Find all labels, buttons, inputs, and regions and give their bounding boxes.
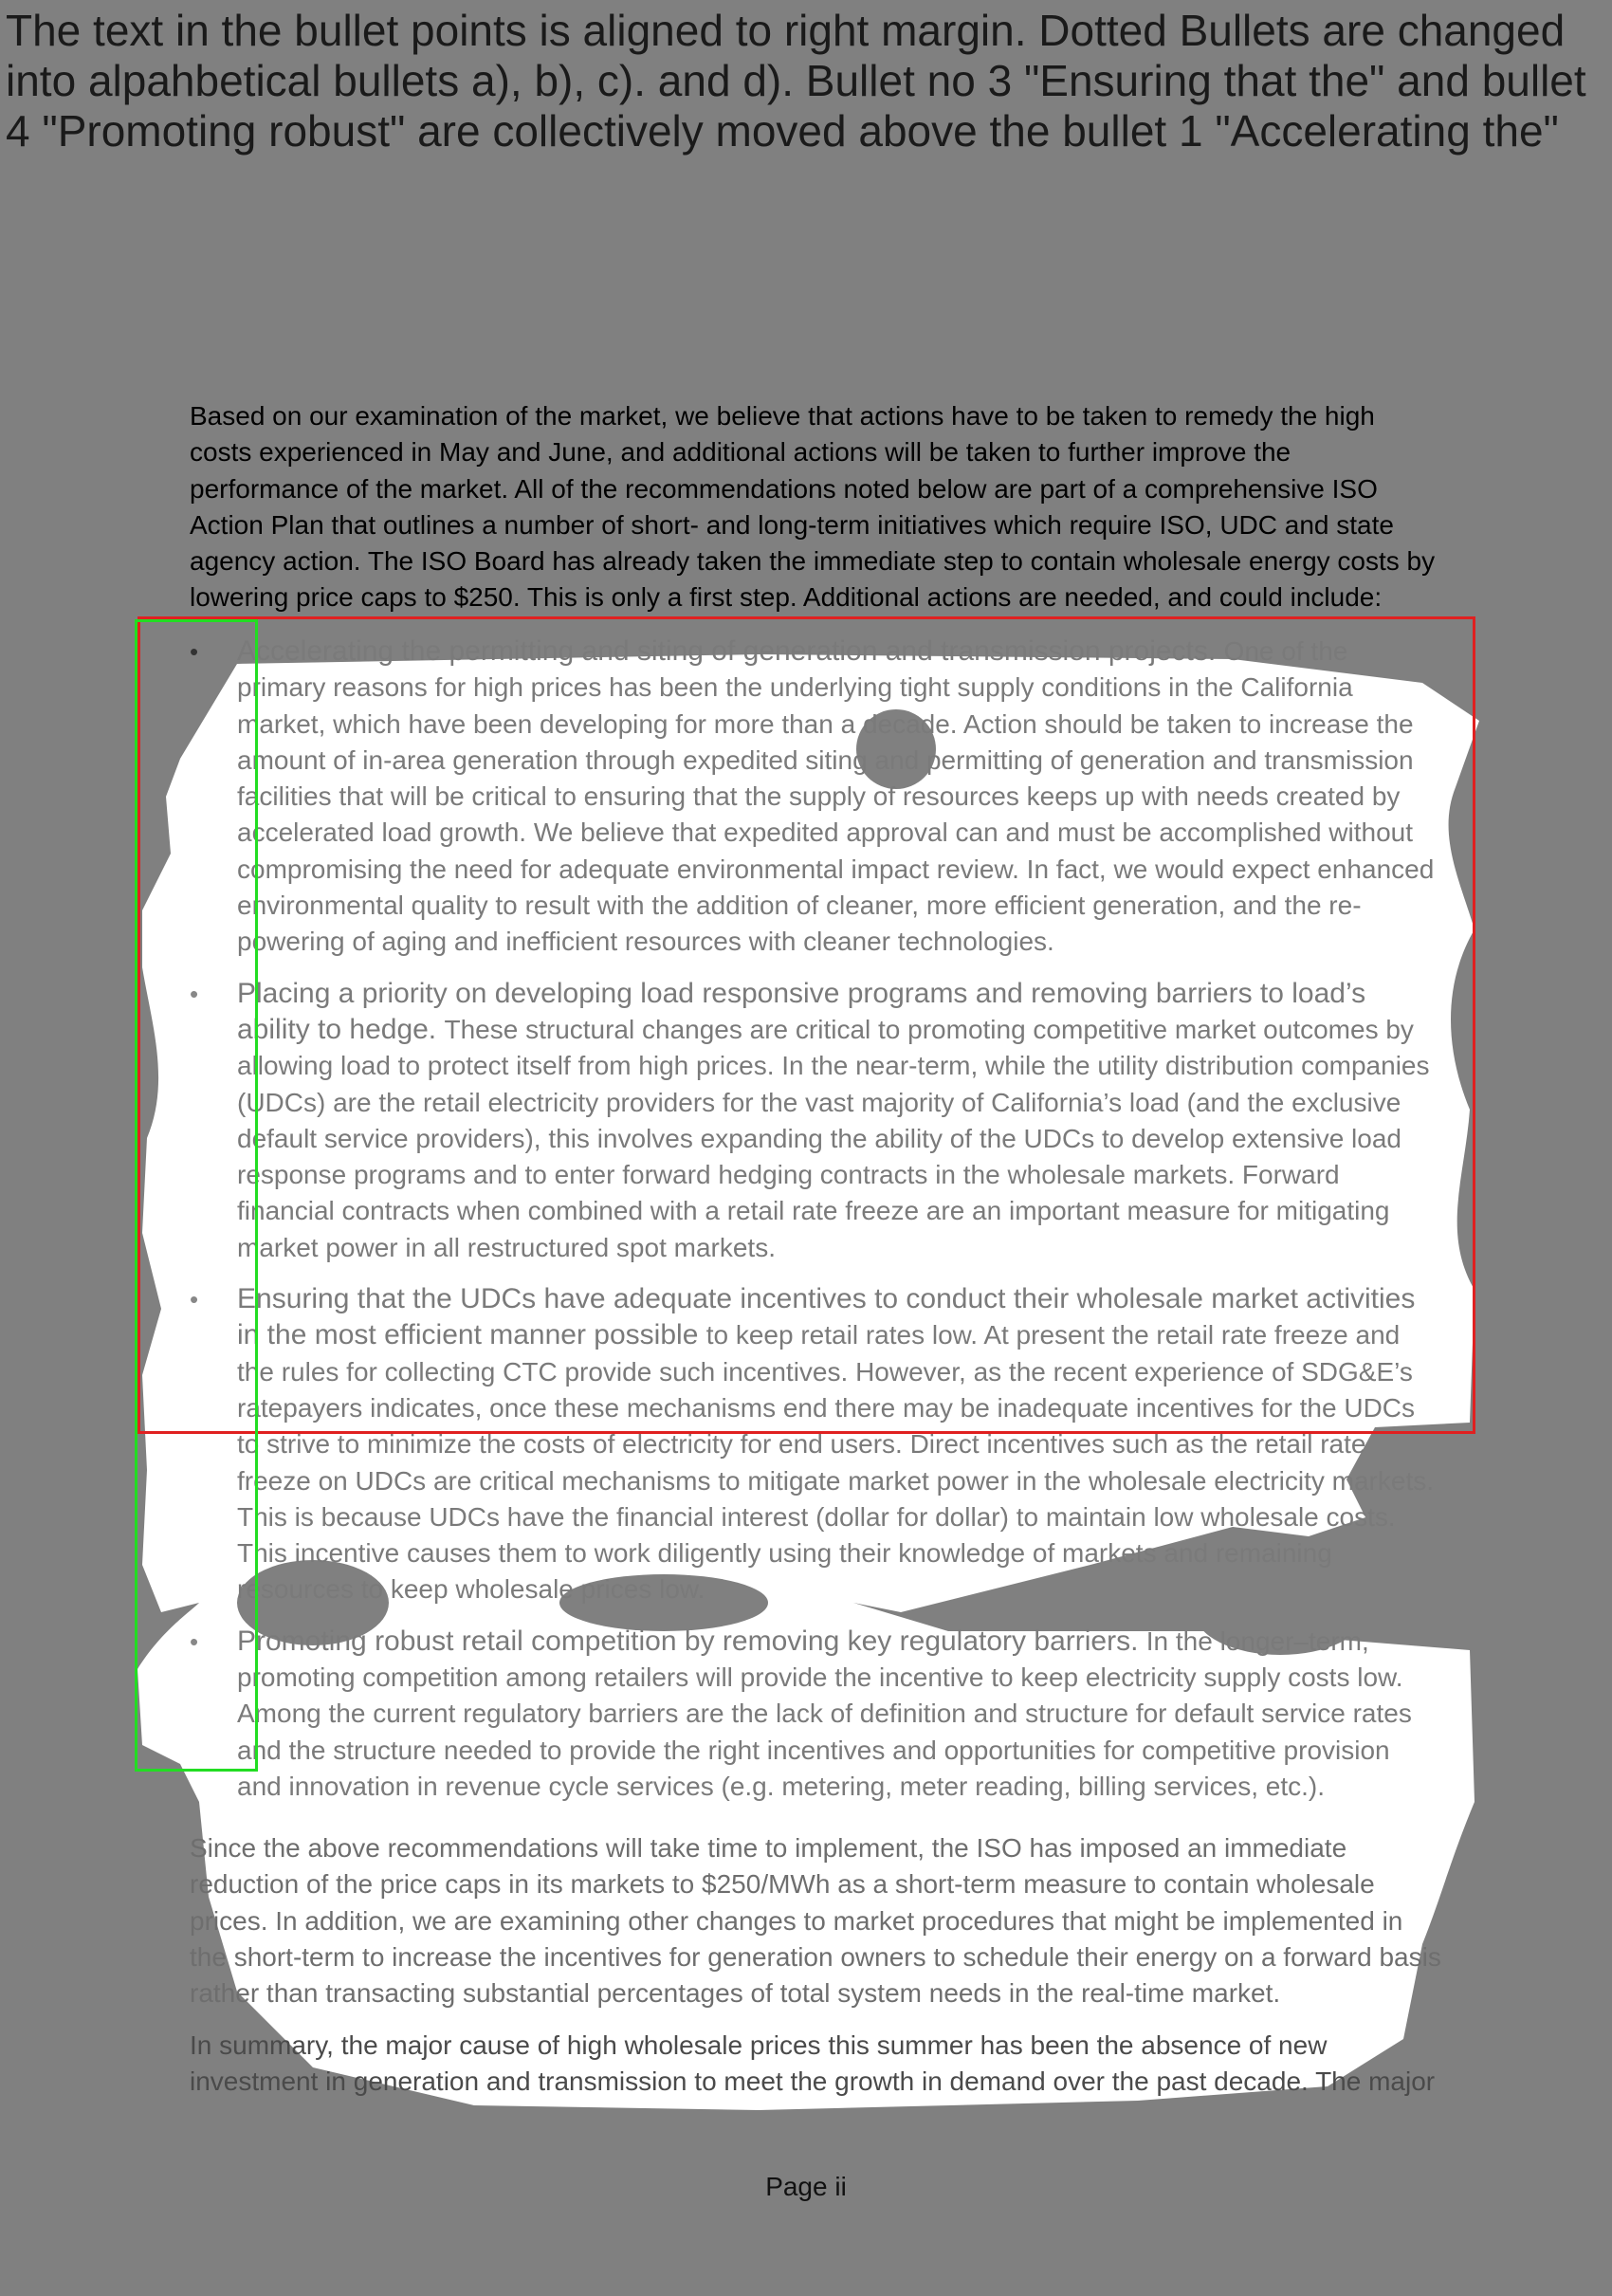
bullet-body: One of the primary reasons for high prices has been the underlying tight supply conditions in the California market, which have been developing for more than a decade. Action should be taken to increase the amount of in-area generation through expedited siting and permitting of generation and transmission facilities that will be critical to ensuring that the supply of resources keeps up with needs created by accelerated load growth. We believe that expedited approval can and must be accomplished without compromising the need for adequate environmental impact review. In fact, we would expect enhanced environmental quality to result with the addition of cleaner, more efficient generation, and the re-powering of aging and inefficient resources with cleaner technologies.: [237, 636, 1435, 957]
list-item: [190, 976, 1441, 1266]
instruction-text: The text in the bullet points is aligned to right margin. Dotted Bullets are changed into alpahbetical bullets a), b), c). and d). Bullet no 3 "Ensuring that the" and bullet 4 "Promoting robust" are collectively moved above the bullet 1 "Accelerating the": [6, 6, 1586, 156]
closing-paragraph-2: In summary, the major cause of high wholesale prices this summer has been the absence of new investment in generation and transmission to meet the growth in demand over the past decade. The major: [190, 2030, 1436, 2097]
bullet-lead: Accelerating the permitting and siting of generation and transmission projects.: [237, 635, 1224, 667]
bullet-dot-icon: •: [190, 1626, 199, 1656]
bullet-dot-icon: •: [190, 979, 199, 1008]
bullet-lead: Ensuring that the UDCs have adequate incentives to conduct their wholesale market activities in the most efficient manner possible: [237, 1283, 1416, 1351]
list-item: [190, 1281, 1441, 1608]
page-number: Page ii: [765, 2172, 847, 2201]
bullet-list: [190, 634, 1441, 1820]
list-item: [190, 634, 1441, 961]
intro-paragraph: Based on our examination of the market, we believe that actions have to be taken to remedy the high costs experienced in May and June, and additional actions will be taken to further improve the performance of the market. All of the recommendations noted below are part of a comprehensive ISO Action Plan that outlines a number of short- and long-term initiatives which require ISO, UDC and state agency action. The ISO Board has already taken the immediate step to contain wholesale energy costs by lowering price caps to $250. This is only a first step. Additional actions are needed, and could include:: [190, 401, 1436, 613]
bullet-lead: Placing a priority on developing load responsive programs and removing barriers to load’s ability to hedge.: [237, 977, 1366, 1045]
bullet-body: These structural changes are critical to promoting competitive market outcomes by allowing load to protect itself from high prices. In the near-term, while the utility distribution companies (UDCs) are the retail electricity providers for the vast majority of California’s load (and the exclusive default service providers), this involves expanding the ability of the UDCs to develop extensive load response programs and to enter forward hedging contracts in the wholesale markets. Forward financial contracts when combined with a retail rate freeze are an important measure for mitigating market power in all restructured spot markets.: [237, 1014, 1430, 1262]
bullet-dot-icon: •: [190, 637, 199, 666]
bullet-body: to keep retail rates low. At present the retail rate freeze and the rules for collecting CTC provide such incentives. However, as the recent experience of SDG&E’s ratepayers indicates, once these mechanisms end there may be inadequate incentives for the UDCs to strive to minimize the costs of electricity for end users. Direct incentives such as the retail rate freeze on UDCs are critical mechanisms to mitigate market power in the wholesale electricity markets. This is because UDCs have the financial interest (dollar for dollar) to maintain low wholesale costs. This incentive causes them to work diligently using their knowledge of markets and remaining resources to keep wholesale prices low.: [237, 1320, 1435, 1605]
bullet-body: In the longer–term, promoting competition among retailers will provide the incentive to keep electricity supply costs low. Among the current regulatory barriers are the lack of definition and structure for default service rates and the structure needed to provide the right incentives and opportunities for competitive provision and innovation in revenue cycle services (e.g. metering, meter reading, billing services, etc.).: [237, 1626, 1412, 1801]
bullet-lead: Promoting robust retail competition by removing key regulatory barriers.: [237, 1625, 1146, 1657]
closing-paragraph-1: Since the above recommendations will take time to implement, the ISO has imposed an immediate reduction of the price caps in its markets to $250/MWh as a short-term measure to contain wholesale prices. In addition, we are examining other changes to market procedures that might be implemented in the short-term to increase the incentives for generation owners to schedule their energy on a forward basis rather than transacting substantial percentages of total system needs in the real-time market.: [190, 1833, 1441, 2009]
bullet-dot-icon: •: [190, 1285, 199, 1314]
list-item: [190, 1624, 1441, 1805]
